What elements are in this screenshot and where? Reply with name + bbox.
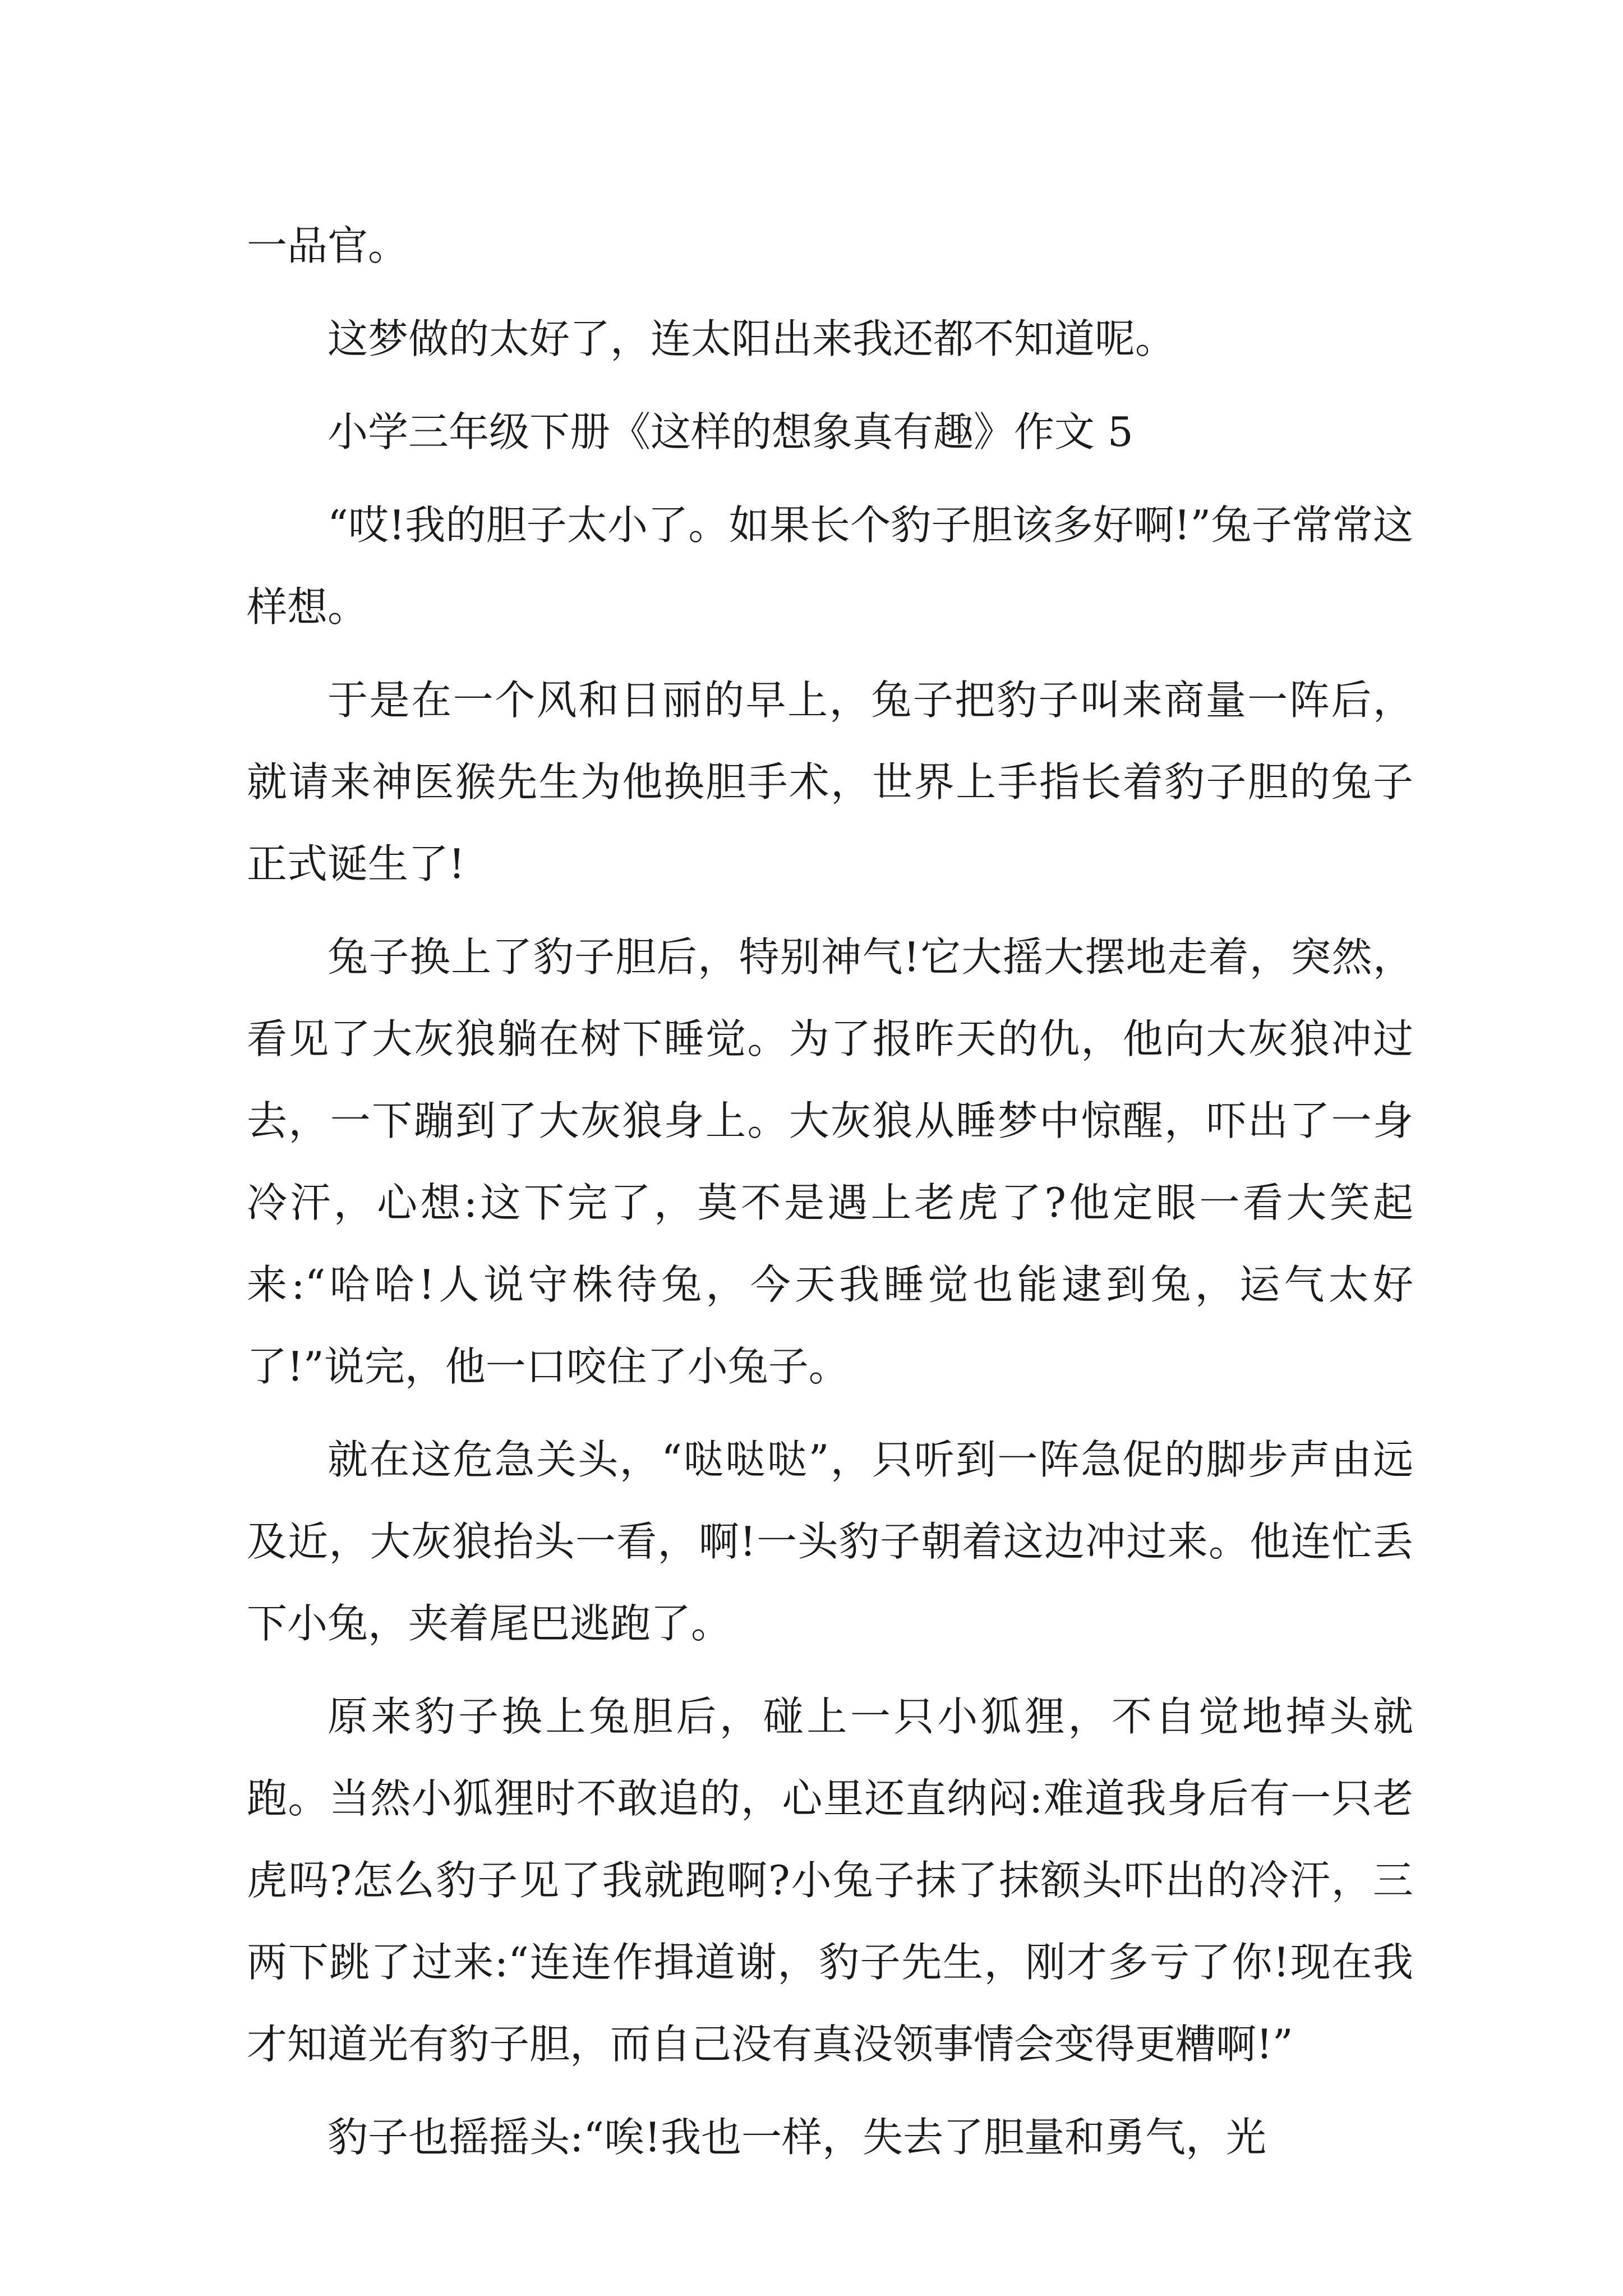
paragraph: “哎!我的胆子太小了。如果长个豹子胆该多好啊!”兔子常常这样想。 — [247, 501, 1413, 631]
section-heading: 小学三年级下册《这样的想象真有趣》作文 5 — [328, 408, 1133, 455]
paragraph: 就在这危急关头，“哒哒哒”，只听到一阵急促的脚步声由远及近，大灰狼抬头一看，啊!一头豹子朝着这边冲过来。他连忙丢下小兔，夹着尾巴逃跑了。 — [247, 1436, 1413, 1647]
paragraph: 豹子也摇摇头:“唉!我也一样，失去了胆量和勇气，光 — [328, 2114, 1267, 2161]
paragraph: 兔子换上了豹子胆后，特别神气!它大摇大摆地走着，突然，看见了大灰狼躺在树下睡觉。为了报昨天的仇，他向大灰狼冲过去，一下蹦到了大灰狼身上。大灰狼从睡梦中惊醒，吓出了一身冷汗，心想:这下完了，莫不是遇上老虎了?他定眼一看大笑起来:“哈哈!人说守株待兔，今天我睡觉也能逮到兔，运气太好了!”说完，他一口咬住了小兔子。 — [247, 933, 1413, 1390]
paragraph: 于是在一个风和日丽的早上，兔子把豹子叫来商量一阵后，就请来神医猴先生为他换胆手术，世界上手指长着豹子胆的兔子正式诞生了! — [247, 677, 1413, 887]
body-text — [247, 205, 1413, 2189]
paragraph: 原来豹子换上兔胆后，碰上一只小狐狸，不自觉地掉头就跑。当然小狐狸时不敢追的，心里还直纳闷:难道我身后有一只老虎吗?怎么豹子见了我就跑啊?小兔子抹了抹额头吓出的冷汗，三两下跳了过来:“连连作揖道谢，豹子先生，刚才多亏了你!现在我才知道光有豹子胆，而自己没有真没领事情会变得更糟啊!” — [247, 1693, 1413, 2068]
paragraph: 这梦做的太好了，连太阳出来我还都不知道呢。 — [328, 315, 1176, 362]
paragraph: 一品官。 — [247, 222, 409, 269]
